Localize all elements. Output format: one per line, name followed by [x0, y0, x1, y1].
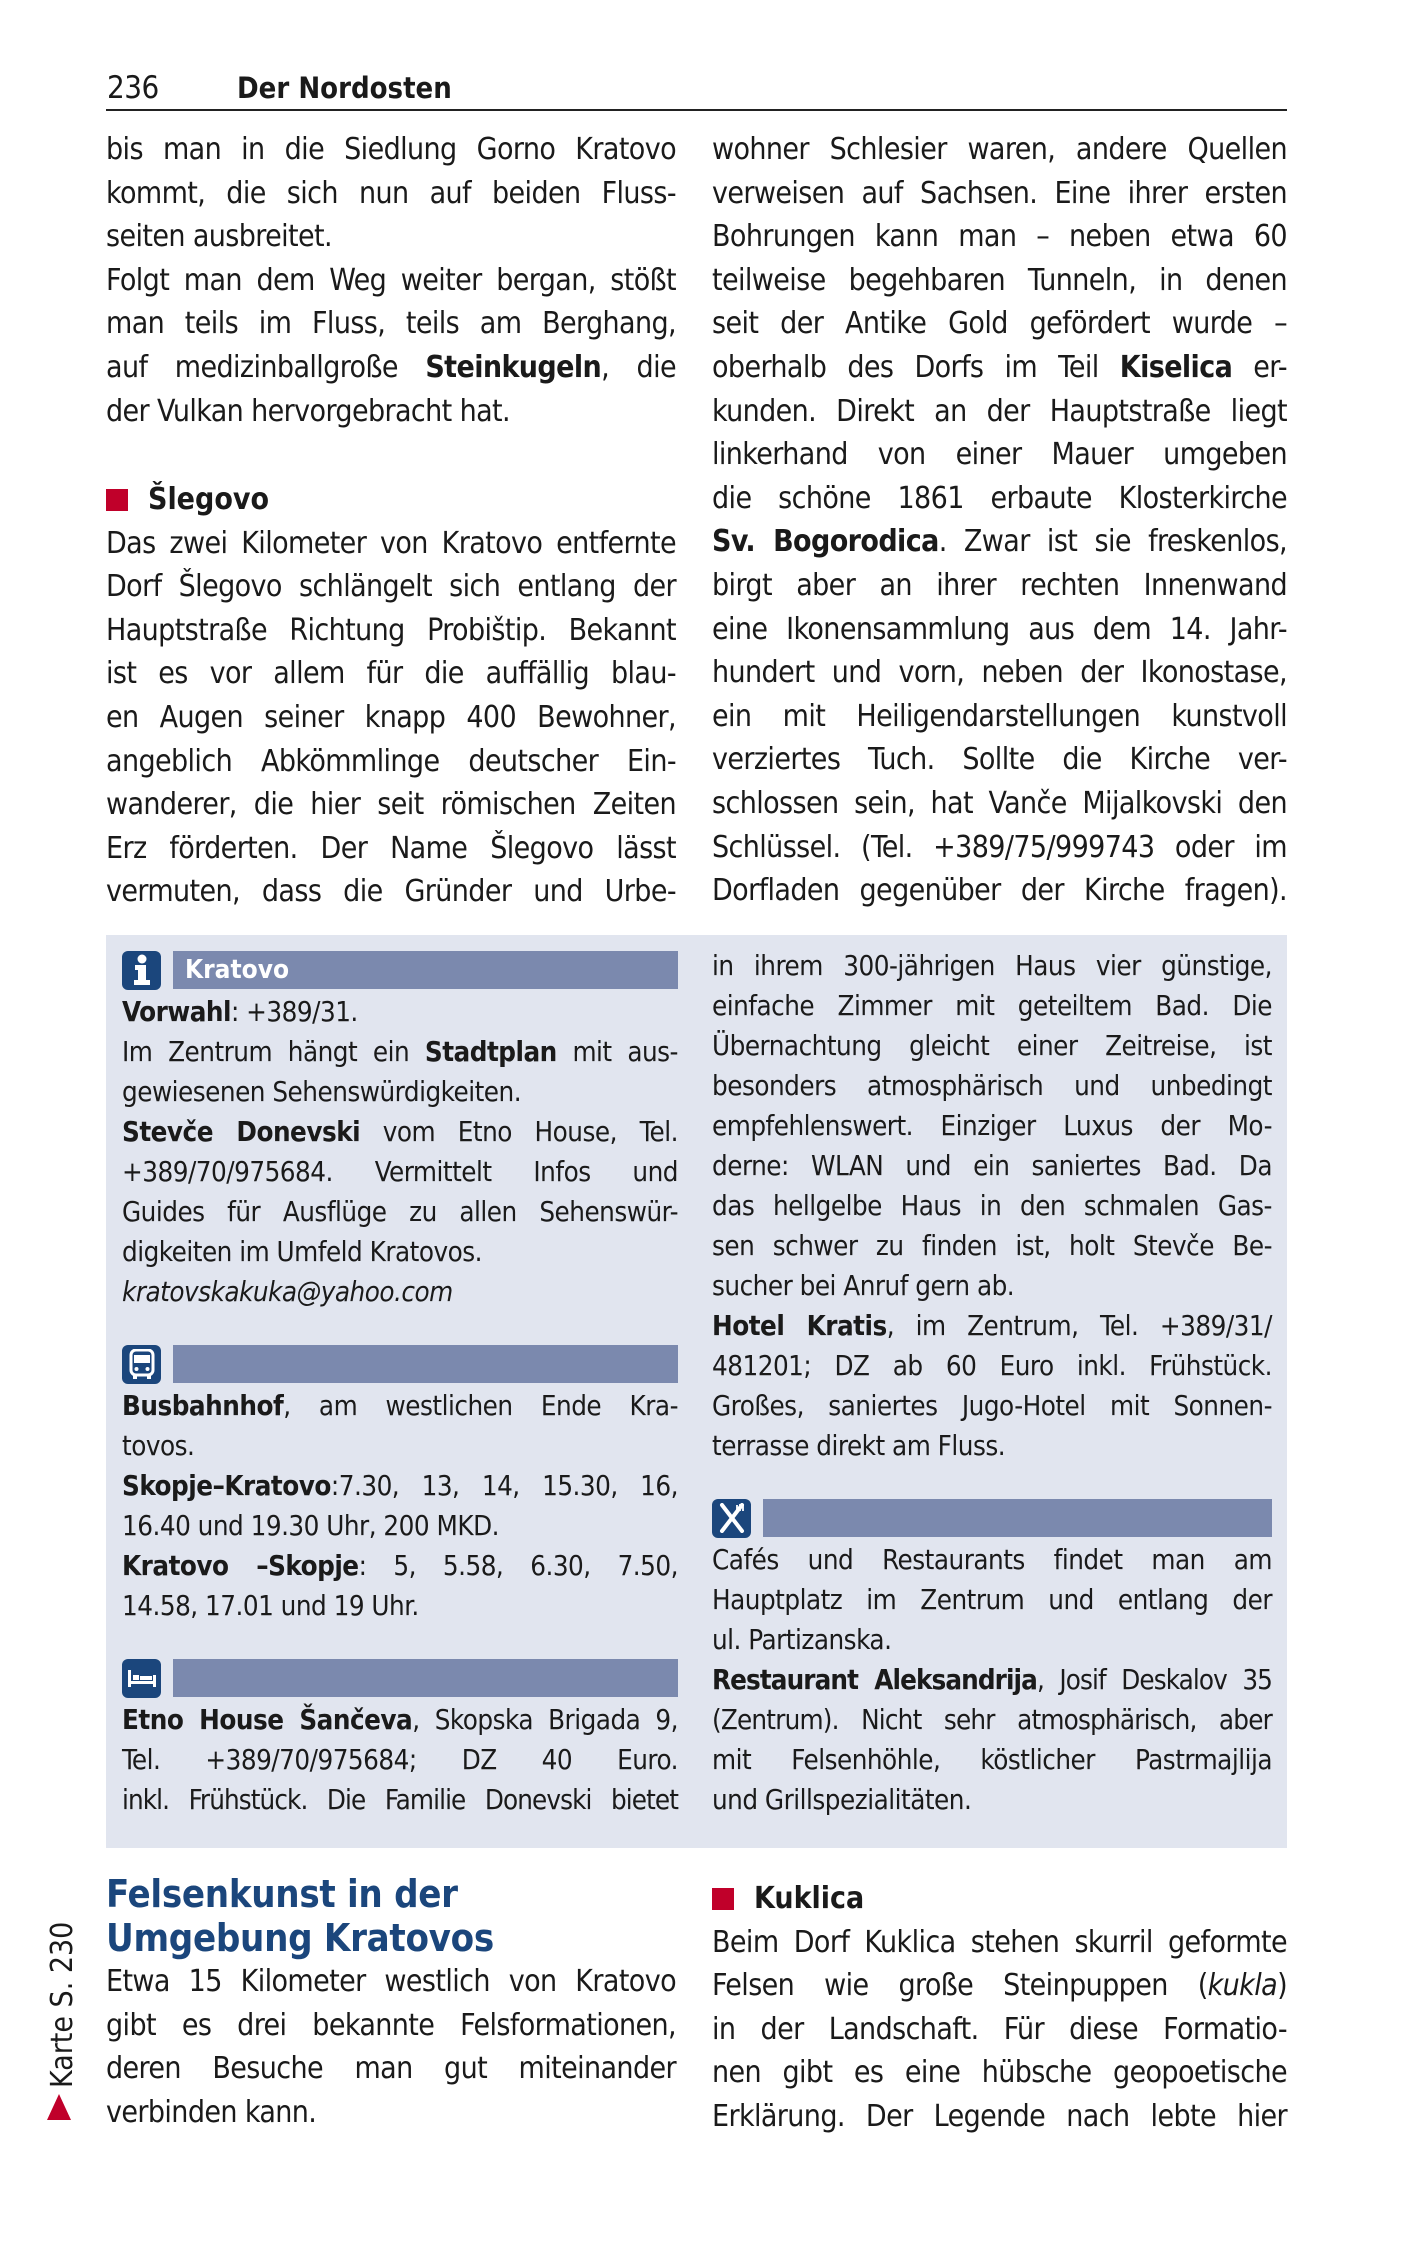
text-line: Sv. Bogorodica. Zwar ist sie freskenlos,	[712, 524, 1288, 560]
bed-icon	[122, 1659, 161, 1698]
text-line: sucher bei Anruf gern ab.	[712, 1270, 1015, 1302]
infobox-left	[122, 950, 678, 1820]
section-heading: Kuklica	[712, 1877, 1287, 1921]
text-line: Vorwahl: +389/31.	[122, 996, 358, 1028]
bus-icon	[122, 1345, 161, 1384]
text-line: seiten ausbreitet.	[106, 219, 332, 255]
infobox-header-food	[712, 1498, 1272, 1538]
text-line: Kratovo –Skopje: 5, 5.58, 6.30, 7.50,	[122, 1550, 678, 1582]
text-line: Schlüssel. (Tel. +389/75/999743 oder im	[712, 829, 1287, 865]
keyword-kiselica: Kiselica	[1119, 349, 1233, 385]
section-title: Umgebung Kratovos	[106, 1916, 494, 1960]
keyword-sv-bogorodica: Sv. Bogorodica	[712, 524, 939, 560]
text-line: Großes, saniertes Jugo-Hotel mit Sonnen-	[712, 1390, 1272, 1422]
text-line: in der Landschaft. Für diese Formatio-	[712, 2011, 1287, 2047]
text-line: Restaurant Aleksandrija, Josif Deskalov 35	[712, 1664, 1273, 1696]
text-line: Stevče Donevski vom Etno House, Tel.	[122, 1116, 678, 1148]
infobox-right	[712, 946, 1272, 1820]
text-line: ul. Partizanska.	[712, 1624, 892, 1656]
chapter-title: Der Nordosten	[237, 71, 452, 105]
text-line: mit Felsenhöhle, köstlicher Pastrmajlija	[712, 1744, 1272, 1776]
text-line: gibt es drei bekannte Felsformationen,	[106, 2007, 676, 2043]
text-line: verweisen auf Sachsen. Eine ihrer ersten	[712, 175, 1287, 211]
text-line: empfehlenswert. Einziger Luxus der Mo-	[712, 1110, 1272, 1142]
text-line: 481201; DZ ab 60 Euro inkl. Frühstück.	[712, 1350, 1272, 1382]
text-line: und Grillspezialitäten.	[712, 1784, 972, 1816]
section-felsenkunst	[106, 1872, 676, 2134]
text-line: Beim Dorf Kuklica stehen skurril geformte	[712, 1924, 1287, 1960]
page-number: 236	[107, 70, 159, 106]
text-line: in ihrem 300-jährigen Haus vier günstige,	[712, 950, 1272, 982]
section-kuklica	[712, 1877, 1287, 2139]
text-line: Dorf Šlegovo schlängelt sich entlang der	[106, 569, 676, 605]
text-line: schlossen sein, hat Vanče Mijalkovski den	[712, 785, 1287, 821]
text-line: derne: WLAN und ein saniertes Bad. Da	[712, 1150, 1272, 1182]
text-line: tovos.	[122, 1430, 195, 1462]
text-line: teilweise begehbaren Tunneln, in denen	[712, 262, 1287, 298]
text-line: Erklärung. Der Legende nach lebte hier	[712, 2098, 1287, 2134]
info-icon	[122, 951, 161, 990]
text-line: Erz förderten. Der Name Šlegovo lässt	[106, 830, 676, 866]
text-line: Busbahnhof, am westlichen Ende Kra-	[122, 1390, 678, 1422]
text-line: birgt aber an ihrer rechten Innenwand	[712, 567, 1287, 603]
text-line: vermuten, dass die Gründer und Urbe-	[106, 874, 676, 910]
text-line: man teils im Fluss, teils am Berghang,	[106, 306, 676, 342]
right-column-text	[712, 128, 1287, 913]
text-line: Etno House Šančeva, Skopska Brigada 9,	[122, 1704, 679, 1736]
text-line: digkeiten im Umfeld Kratovos.	[122, 1236, 483, 1268]
fork-knife-icon	[712, 1499, 751, 1538]
text-line: Hauptstraße Richtung Probištip. Bekannt	[106, 612, 676, 648]
text-line: Felsen wie große Steinpuppen (kukla)	[712, 1968, 1287, 2004]
text-line: Dorfladen gegenüber der Kirche fragen).	[712, 873, 1287, 909]
text-line: Das zwei Kilometer von Kratovo entfernte	[106, 525, 676, 561]
text-line: +389/70/975684. Vermittelt Infos und	[122, 1156, 678, 1188]
text-line: ein mit Heiligendarstellungen kunstvoll	[712, 698, 1287, 734]
text-line: kommt, die sich nun auf beiden Fluss-	[106, 175, 676, 211]
text-line: Folgt man dem Weg weiter bergan, stößt	[106, 262, 676, 298]
text-line: bis man in die Siedlung Gorno Kratovo	[106, 132, 676, 167]
text-line: en Augen seiner knapp 400 Bewohner,	[106, 699, 676, 735]
text-line: deren Besuche man gut miteinander	[106, 2051, 676, 2087]
text-line: Guides für Ausflüge zu allen Sehenswür-	[122, 1196, 678, 1228]
text-line: auf medizinballgroße Steinkugeln, die	[106, 349, 676, 385]
text-line: verziertes Tuch. Sollte die Kirche ver-	[712, 742, 1287, 778]
text-line: terrasse direkt am Fluss.	[712, 1430, 1006, 1462]
text-line: wohner Schlesier waren, andere Quellen	[712, 132, 1287, 167]
left-column-text	[106, 128, 676, 433]
text-line: Etwa 15 Kilometer westlich von Kratovo	[106, 1964, 676, 1999]
text-line: wanderer, die hier seit römischen Zeiten	[106, 787, 676, 823]
infobox-bar	[173, 1345, 678, 1383]
text-line: linkerhand von einer Mauer umgeben	[712, 437, 1287, 473]
text-line: Übernachtung gleicht einer Zeitreise, ist	[712, 1030, 1272, 1062]
infobox-header-info	[122, 950, 678, 990]
text-line: 16.40 und 19.30 Uhr, 200 MKD.	[122, 1510, 499, 1542]
text-line: Skopje–Kratovo:7.30, 13, 14, 15.30, 16,	[122, 1470, 678, 1502]
header-divider	[106, 109, 1287, 111]
text-line: nen gibt es eine hübsche geopoetische	[712, 2055, 1287, 2091]
text-line: eine Ikonensammlung aus dem 14. Jahr-	[712, 611, 1287, 647]
text-line: seit der Antike Gold gefördert wurde –	[712, 306, 1287, 342]
text-line: Hauptplatz im Zentrum und entlang der	[712, 1584, 1272, 1616]
section-title: Felsenkunst in der	[106, 1872, 458, 1916]
text-line: angeblich Abkömmlinge deutscher Ein-	[106, 743, 676, 779]
text-line: Im Zentrum hängt ein Stadtplan mit aus-	[122, 1036, 678, 1068]
text-line: einfache Zimmer mit geteiltem Bad. Die	[712, 990, 1272, 1022]
text-line: (Zentrum). Nicht sehr atmosphärisch, aber	[712, 1704, 1272, 1736]
infobox-header-bus	[122, 1344, 678, 1384]
text-line: 14.58, 17.01 und 19 Uhr.	[122, 1590, 419, 1622]
infobox-header-hotel	[122, 1658, 678, 1698]
text-line: oberhalb des Dorfs im Teil Kiselica er-	[712, 349, 1287, 385]
triangle-marker-icon	[47, 2094, 71, 2120]
text-line: besonders atmosphärisch und unbedingt	[712, 1070, 1272, 1102]
text-line: Tel. +389/70/975684; DZ 40 Euro.	[122, 1744, 678, 1776]
keyword-steinkugeln: Steinkugeln	[425, 349, 602, 385]
text-line: Cafés und Restaurants findet man am	[712, 1544, 1272, 1576]
text-line: verbinden kann.	[106, 2094, 317, 2130]
text-line: Hotel Kratis, im Zentrum, Tel. +389/31/	[712, 1310, 1272, 1342]
email-link[interactable]: kratovskakuka@yahoo.com	[122, 1276, 453, 1308]
text-line: inkl. Frühstück. Die Familie Donevski bietet	[122, 1784, 678, 1816]
text-line: kunden. Direkt an der Hauptstraße liegt	[712, 393, 1287, 429]
text-line: der Vulkan hervorgebracht hat.	[106, 393, 511, 429]
section-heading: Šlegovo	[106, 478, 676, 522]
section-slegovo	[106, 478, 676, 914]
text-line: gewiesenen Sehenswürdigkeiten.	[122, 1076, 522, 1108]
map-reference-link[interactable]	[40, 1900, 80, 2090]
text-line: hundert und vorn, neben der Ikonostase,	[712, 655, 1287, 691]
red-square-bullet-icon	[106, 489, 128, 511]
text-line: die schöne 1861 erbaute Klosterkirche	[712, 480, 1287, 516]
map-reference-text: Karte S. 230	[45, 1921, 80, 2088]
infobox-bar	[763, 1499, 1272, 1537]
red-square-bullet-icon	[712, 1888, 734, 1910]
text-line: Bohrungen kann man – neben etwa 60	[712, 219, 1287, 255]
text-line: ist es vor allem für die auffällig blau-	[106, 656, 676, 692]
infobox-bar	[173, 1659, 678, 1697]
text-line: das hellgelbe Haus in den schmalen Gas-	[712, 1190, 1272, 1222]
text-line: sen schwer zu finden ist, holt Stevče Be-	[712, 1230, 1272, 1262]
infobox-title: Kratovo	[173, 951, 678, 989]
